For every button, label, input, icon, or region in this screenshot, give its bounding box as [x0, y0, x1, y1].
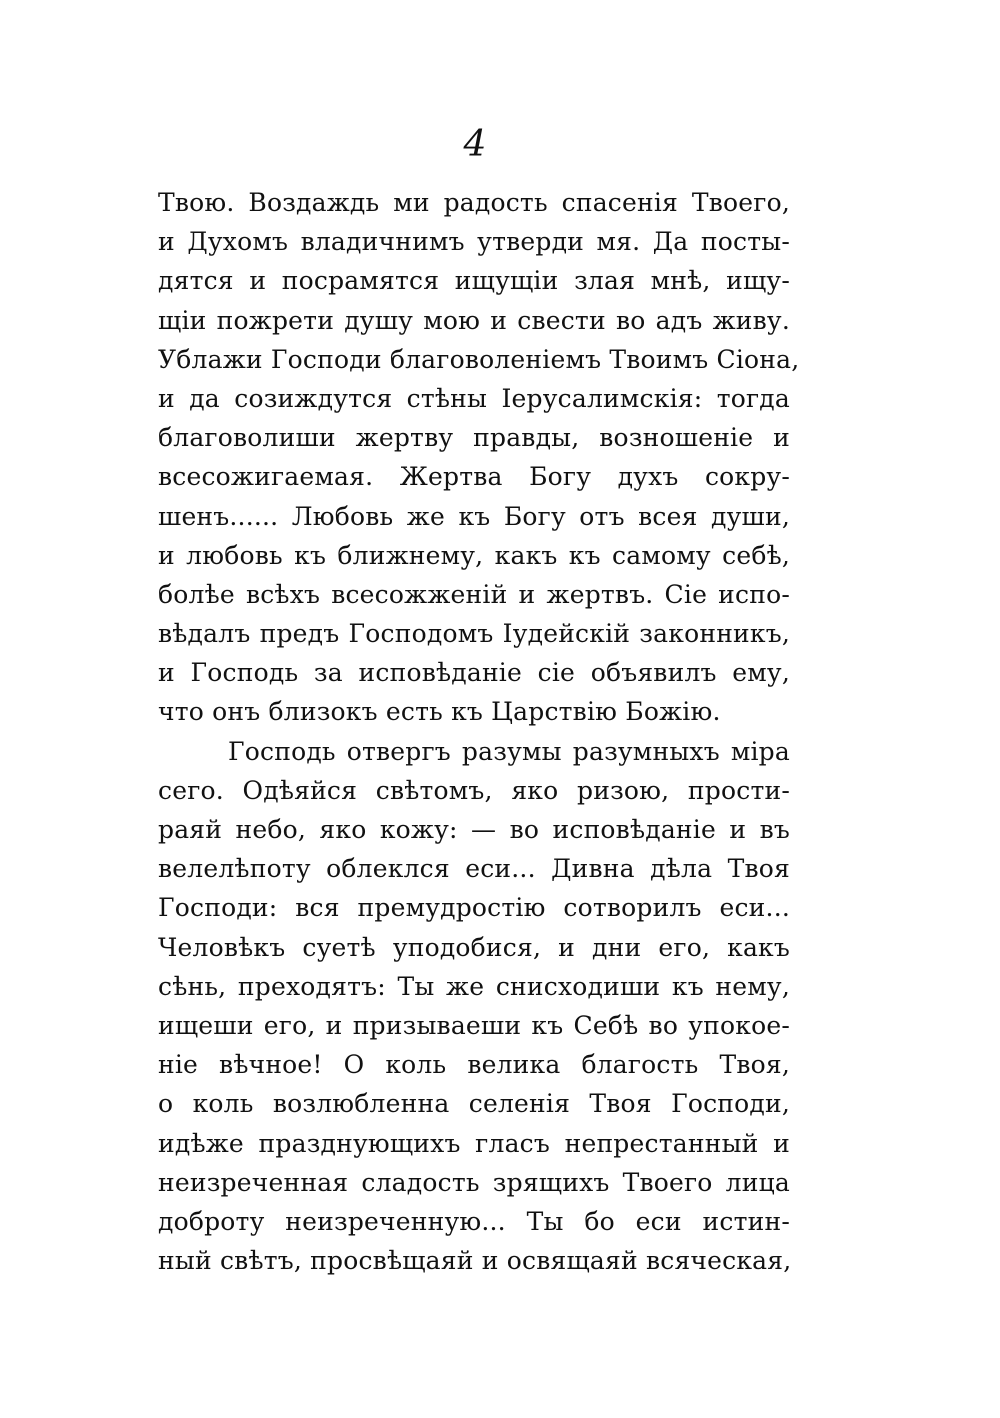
text-line: о коль возлюбленна селенія Твоя Господи,: [158, 1089, 790, 1119]
text-line: Господь отвергъ разумы разумныхъ міра: [228, 736, 790, 766]
text-line: и Господь за исповѣданіе сіе объявилъ ему,: [158, 658, 790, 688]
text-line: благоволиши жертву правды, возношеніе и: [158, 423, 790, 453]
text-line: сѣнь, преходятъ: Ты же снисходиши къ нему,: [158, 971, 790, 1001]
text-line: всесожигаемая. Жертва Богу духъ сокру-: [158, 462, 790, 492]
text-line: неизреченная сладость зрящихъ Твоего лица: [158, 1167, 790, 1197]
text-line: и Духомъ владичнимъ утверди мя. Да посты-: [158, 227, 790, 257]
text-block: [158, 183, 800, 1280]
text-line: Господи: вся премудростію сотворилъ еси...: [158, 893, 790, 923]
paragraph-1: [158, 183, 800, 732]
page-number: 4: [463, 124, 487, 165]
text-line: дятся и посрамятся ищущіи злая мнѣ, ищу-: [158, 266, 790, 296]
text-line: ный свѣтъ, просвѣщаяй и освящаяй всяческая,: [158, 1246, 792, 1276]
text-line: болѣе всѣхъ всесожженій и жертвъ. Сіе испо-: [158, 579, 790, 609]
text-line: ніе вѣчное! О коль велика благость Твоя,: [158, 1050, 790, 1080]
text-line: и любовь къ ближнему, какъ къ самому себѣ,: [158, 540, 790, 570]
text-line: доброту неизреченную... Ты бо еси истин-: [158, 1206, 790, 1236]
text-line: вѣдалъ предъ Господомъ Іудейскій законникъ,: [158, 619, 790, 649]
text-line: Человѣкъ суетѣ уподобися, и дни его, какъ: [158, 932, 790, 962]
text-line: ищеши его, и призываеши къ Себѣ во упокое-: [158, 1010, 790, 1040]
text-line: велелѣпоту облеклся еси... Дивна дѣла Твоя: [158, 854, 790, 884]
text-line: раяй небо, яко кожу: — во исповѣданіе и въ: [158, 815, 790, 844]
text-line: идѣже празднующихъ гласъ непрестанный и: [158, 1128, 790, 1158]
text-line: Твою. Воздаждь ми радость спасенія Твоего,: [158, 188, 790, 217]
text-line: что онъ близокъ есть къ Царствію Божію.: [158, 697, 721, 727]
text-line: Ублажи Господи благоволеніемъ Твоимъ Сіона,: [158, 344, 800, 374]
text-line: щіи пожрети душу мою и свести во адъ живу.: [158, 305, 790, 335]
text-line: шенъ...... Любовь же къ Богу отъ всея души,: [158, 501, 790, 531]
text-line: и да созиждутся стѣны Іерусалимскія: тогда: [158, 383, 790, 413]
paragraph-2: [158, 732, 790, 1281]
text-line: сего. Одѣяйся свѣтомъ, яко ризою, прости-: [158, 775, 790, 805]
